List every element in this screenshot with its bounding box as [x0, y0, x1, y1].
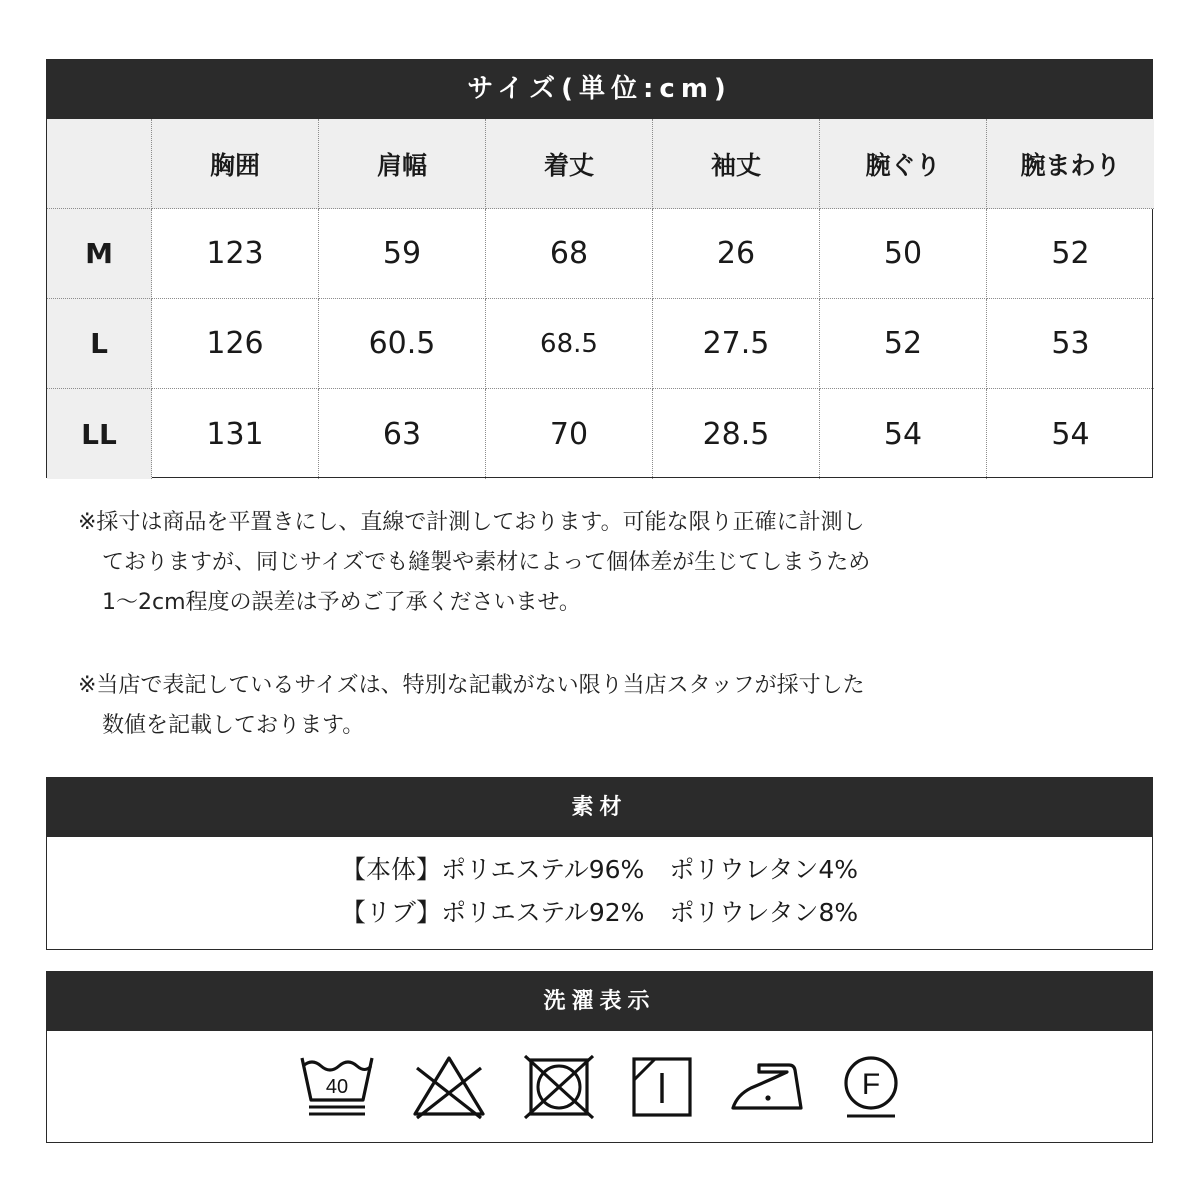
measurement-note — [78, 503, 1078, 623]
dry-clean-label: F — [861, 1068, 880, 1101]
no-tumble-dry-icon — [523, 1054, 595, 1120]
size-notation-note — [78, 666, 1078, 746]
table-cell: 54 — [1051, 416, 1090, 452]
note-line: 1〜2cm程度の誤差は予めご了承くださいませ。 — [102, 590, 581, 615]
row-label-size: L — [47, 299, 152, 389]
care-title: 洗濯表示 — [47, 972, 1152, 1031]
table-cell: 131 — [152, 389, 319, 479]
column-header-armhole: 腕ぐり — [820, 119, 987, 209]
table-cell: 60.5 — [319, 299, 486, 389]
size-table — [47, 119, 1152, 479]
table-cell: 52 — [820, 299, 987, 389]
table-cell: 59 — [319, 209, 486, 299]
note-line: ※当店で表記しているサイズは、特別な記載がない限り当店スタッフが採寸した — [78, 673, 865, 698]
no-bleach-icon — [411, 1054, 487, 1120]
note-line: 数値を記載しております。 — [102, 713, 365, 738]
table-cell: 70 — [486, 389, 653, 479]
column-header-arm-circumference: 腕まわり — [987, 119, 1154, 209]
table-cell: 68 — [486, 209, 653, 299]
dry-clean-f-icon — [841, 1054, 901, 1120]
material-title: 素材 — [47, 778, 1152, 837]
material-line-rib: 【リブ】ポリエステル92% ポリウレタン8% — [340, 898, 859, 927]
care-symbols — [47, 1031, 1152, 1143]
wash-tub-40-gentle-icon — [299, 1054, 375, 1120]
wash-temperature-label: 40 — [325, 1076, 348, 1098]
column-header-shoulder: 肩幅 — [319, 119, 486, 209]
table-cell: 27.5 — [653, 299, 820, 389]
column-header-chest: 胸囲 — [152, 119, 319, 209]
table-cell: 50 — [820, 209, 987, 299]
care-section — [46, 971, 1153, 1143]
table-cell: 28.5 — [653, 389, 820, 479]
line-dry-shade-icon — [631, 1056, 693, 1118]
iron-low-icon — [729, 1060, 805, 1114]
table-cell: 63 — [319, 389, 486, 479]
material-body — [47, 837, 1152, 934]
table-cell: 54 — [820, 389, 987, 479]
note-line: ておりますが、同じサイズでも縫製や素材によって個体差が生じてしまうため — [102, 550, 871, 575]
material-line-body: 【本体】ポリエステル96% ポリウレタン4% — [341, 855, 858, 884]
table-cell: 68.5 — [486, 299, 653, 389]
size-chart-section — [46, 59, 1153, 478]
size-table-corner — [47, 119, 152, 209]
table-cell: 126 — [152, 299, 319, 389]
table-cell: 26 — [653, 209, 820, 299]
row-label-size: LL — [47, 389, 152, 479]
column-header-length: 着丈 — [486, 119, 653, 209]
table-cell: 53 — [987, 299, 1154, 389]
note-line: ※採寸は商品を平置きにし、直線で計測しております。可能な限り正確に計測し — [78, 510, 865, 535]
row-label-size: M — [47, 209, 152, 299]
size-chart-title: サイズ(単位:cm) — [47, 60, 1152, 119]
material-section — [46, 777, 1153, 950]
column-header-sleeve: 袖丈 — [653, 119, 820, 209]
table-cell: 123 — [152, 209, 319, 299]
table-cell: 52 — [987, 209, 1154, 299]
